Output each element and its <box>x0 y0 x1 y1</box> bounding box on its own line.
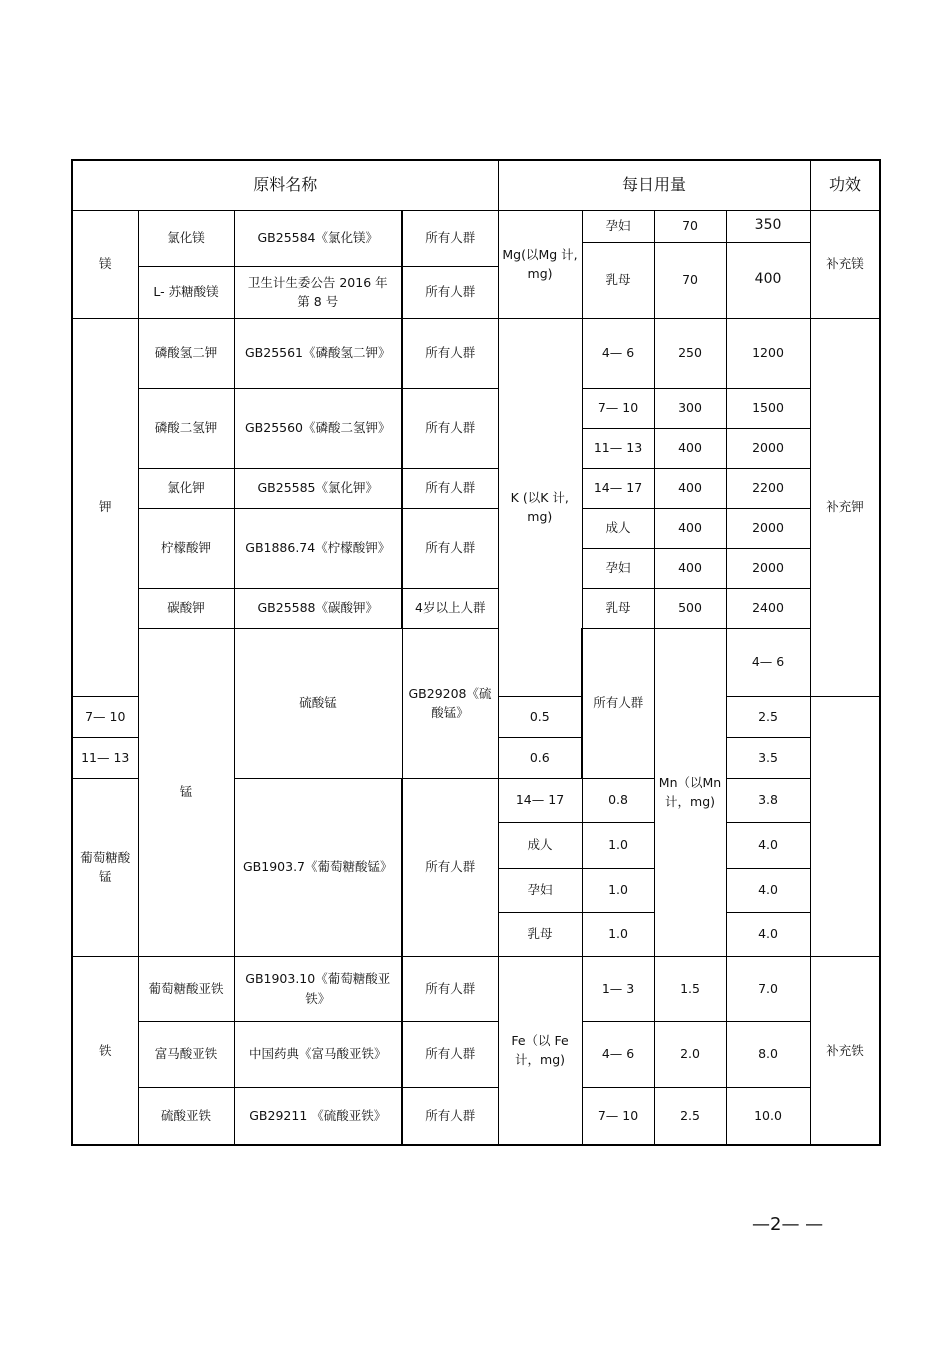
element-k: 钾 <box>72 318 138 696</box>
material-population: 所有人群 <box>402 468 498 508</box>
unit-fe <box>498 956 582 1145</box>
dose-low: 0.8 <box>582 778 654 822</box>
material-standard <box>234 266 402 318</box>
dose-high: 1200 <box>726 318 810 388</box>
material-standard: GB1886.74《柠檬酸钾》 <box>234 508 402 588</box>
dose-group: 孕妇 <box>582 210 654 242</box>
unit-mg: Mg(以Mg 计, mg) <box>498 210 582 318</box>
effect-mg: 补充镁 <box>810 210 880 318</box>
header-name: 原料名称 <box>72 160 498 210</box>
table-row <box>72 1021 880 1087</box>
table-row <box>72 318 880 388</box>
dose-low: 1.0 <box>582 822 654 868</box>
dose-low: 250 <box>654 318 726 388</box>
material-population: 所有人群 <box>402 318 498 388</box>
material-population: 所有人群 <box>402 956 498 1021</box>
material-name: 氯化钾 <box>138 468 234 508</box>
dose-high: 2200 <box>726 468 810 508</box>
material-standard: GB25560《磷酸二氢钾》 <box>234 388 402 468</box>
table-row <box>72 388 880 428</box>
dose-group: 乳母 <box>582 242 654 318</box>
dose-low: 400 <box>654 548 726 588</box>
dose-high: 4.0 <box>726 912 810 956</box>
material-standard: GB29211 《硫酸亚铁》 <box>234 1087 402 1145</box>
dose-group: 7— 10 <box>582 388 654 428</box>
element-fe: 铁 <box>72 956 138 1145</box>
dose-low: 1.5 <box>654 956 726 1021</box>
dose-low: 70 <box>654 242 726 318</box>
material-population: 所有人群 <box>402 1087 498 1145</box>
material-population: 所有人群 <box>402 508 498 588</box>
dose-group: 14— 17 <box>582 468 654 508</box>
dose-high: 4.0 <box>726 868 810 912</box>
material-name: 葡萄糖酸锰 <box>72 778 138 956</box>
standard-line-2: 第 8 号 <box>297 294 339 309</box>
standard-line-1: 卫生计生委公告 2016 年 <box>247 274 388 290</box>
dose-high: 2400 <box>726 588 810 628</box>
nutrient-table <box>71 159 881 1146</box>
unit-line-1: Fe（以 Fe <box>511 1032 569 1048</box>
unit-line-2: 计，mg) <box>665 794 716 809</box>
unit-line-1: Mn（以Mn <box>658 774 722 790</box>
table-row <box>72 210 880 242</box>
material-standard: GB29208《硫酸锰》 <box>402 628 498 778</box>
dose-group: 4— 6 <box>582 1021 654 1087</box>
dose-low: 500 <box>654 588 726 628</box>
dose-group: 孕妇 <box>498 868 582 912</box>
effect-fe: 补充铁 <box>810 956 880 1145</box>
material-standard: GB25561《磷酸氢二钾》 <box>234 318 402 388</box>
dose-high: 2.5 <box>726 696 810 737</box>
dose-high: 350 <box>726 210 810 242</box>
page-number: —2— — <box>752 1214 824 1235</box>
dose-group: 7— 10 <box>72 696 138 737</box>
material-name: L- 苏糖酸镁 <box>138 266 234 318</box>
dose-high: 2000 <box>726 548 810 588</box>
material-name: 碳酸钾 <box>138 588 234 628</box>
dose-low: 70 <box>654 210 726 242</box>
dose-group: 14— 17 <box>498 778 582 822</box>
dose-low: 1.0 <box>582 868 654 912</box>
dose-low: 1.0 <box>582 912 654 956</box>
material-standard: GB25585《氯化钾》 <box>234 468 402 508</box>
dose-high: 2000 <box>726 428 810 468</box>
dose-group: 孕妇 <box>582 548 654 588</box>
table-row <box>72 628 880 696</box>
material-standard: GB25588《碳酸钾》 <box>234 588 402 628</box>
dose-group: 11— 13 <box>72 737 138 778</box>
dose-low: 2.5 <box>654 1087 726 1145</box>
dose-group: 乳母 <box>498 912 582 956</box>
material-population: 所有人群 <box>402 1021 498 1087</box>
element-mg: 镁 <box>72 210 138 318</box>
dose-high: 10.0 <box>726 1087 810 1145</box>
dose-high: 3.8 <box>726 778 810 822</box>
dose-group: 成人 <box>498 822 582 868</box>
dose-low: 0.6 <box>498 737 582 778</box>
dose-group: 1— 3 <box>582 956 654 1021</box>
unit-k: K (以K 计, mg) <box>498 318 582 696</box>
dose-low: 2.0 <box>654 1021 726 1087</box>
dose-low: 400 <box>654 508 726 548</box>
dose-group: 乳母 <box>582 588 654 628</box>
dose-low: 300 <box>654 388 726 428</box>
dose-group: 11— 13 <box>582 428 654 468</box>
material-standard: GB1903.7《葡萄糖酸锰》 <box>234 778 402 956</box>
material-name: 葡萄糖酸亚铁 <box>138 956 234 1021</box>
material-name: 氯化镁 <box>138 210 234 266</box>
material-standard: 中国药典《富马酸亚铁》 <box>234 1021 402 1087</box>
header-daily-amount: 每日用量 <box>498 160 810 210</box>
dose-group: 4— 6 <box>582 318 654 388</box>
table-row <box>72 468 880 508</box>
material-population: 所有人群 <box>582 628 654 778</box>
dose-low: 400 <box>654 468 726 508</box>
dose-high: 3.5 <box>726 737 810 778</box>
material-name: 富马酸亚铁 <box>138 1021 234 1087</box>
table-row <box>72 956 880 1021</box>
unit-mn <box>654 628 726 956</box>
dose-group: 7— 10 <box>582 1087 654 1145</box>
material-population: 所有人群 <box>402 210 498 266</box>
header-effect: 功效 <box>810 160 880 210</box>
table-row <box>72 1087 880 1145</box>
material-name: 磷酸氢二钾 <box>138 318 234 388</box>
material-population: 4岁以上人群 <box>402 588 498 628</box>
material-name: 硫酸亚铁 <box>138 1087 234 1145</box>
dose-high: 1500 <box>726 388 810 428</box>
material-name: 柠檬酸钾 <box>138 508 234 588</box>
element-mn: 锰 <box>138 628 234 956</box>
unit-line-2: 计，mg) <box>515 1052 566 1068</box>
material-name: 磷酸二氢钾 <box>138 388 234 468</box>
dose-low: 0.5 <box>498 696 582 737</box>
dose-high: 2000 <box>726 508 810 548</box>
dose-group: 成人 <box>582 508 654 548</box>
effect-k: 补充钾 <box>810 318 880 696</box>
dose-high: 400 <box>726 242 810 318</box>
dose-high: 8.0 <box>726 1021 810 1087</box>
dose-high: 4.0 <box>726 822 810 868</box>
table-row <box>72 588 880 628</box>
material-standard: GB1903.10《葡萄糖酸亚铁》 <box>234 956 402 1021</box>
table-row <box>72 508 880 548</box>
material-name: 硫酸锰 <box>234 628 402 778</box>
material-standard: GB25584《氯化镁》 <box>234 210 402 266</box>
material-population: 所有人群 <box>402 388 498 468</box>
dose-low: 400 <box>654 428 726 468</box>
dose-high: 7.0 <box>726 956 810 1021</box>
dose-group: 4— 6 <box>726 628 810 696</box>
material-population: 所有人群 <box>402 778 498 956</box>
table-header-row <box>72 160 880 210</box>
material-population: 所有人群 <box>402 266 498 318</box>
